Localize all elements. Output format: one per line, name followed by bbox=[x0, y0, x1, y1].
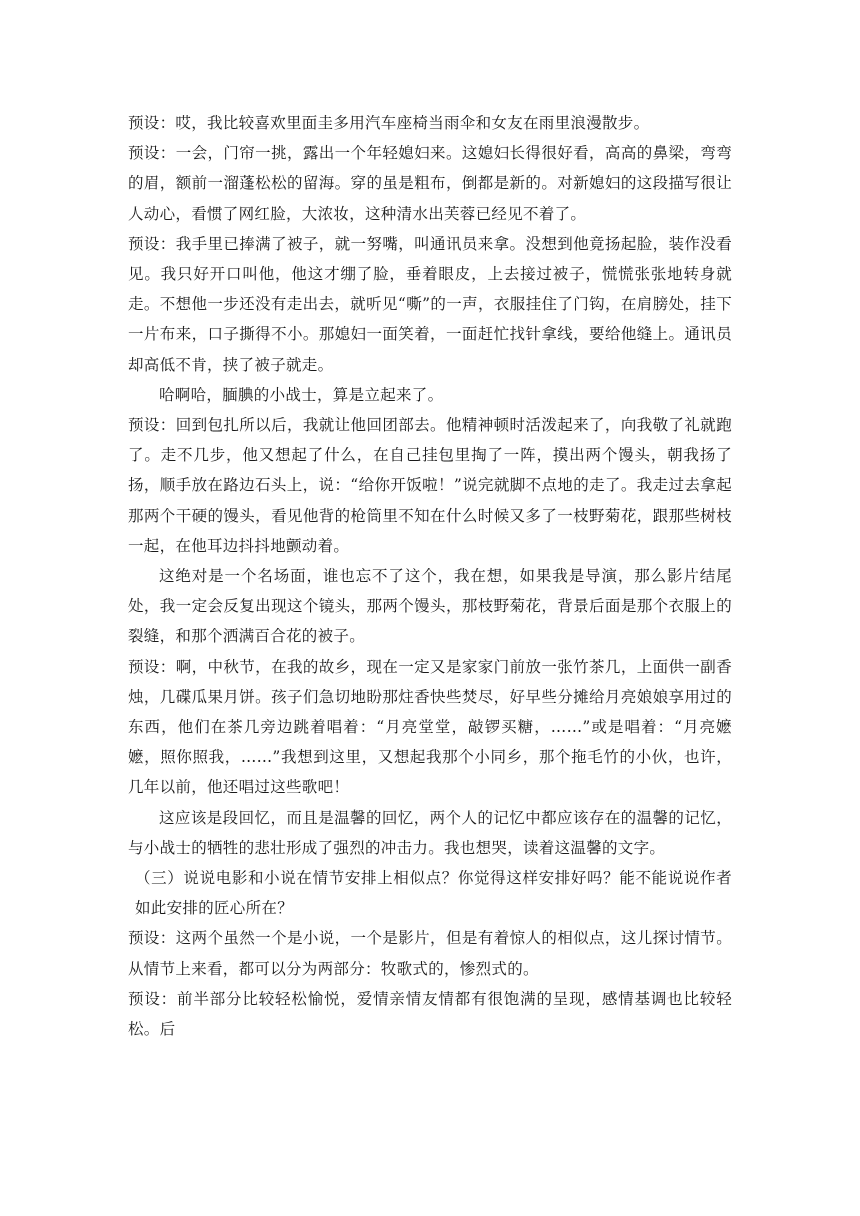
comment-paragraph-famous-scene: 这绝对是一个名场面，谁也忘不了这个，我在想，如果我是导演，那么影片结尾处，我一定会反复出现这个镜头，那两个馒头，那枝野菊花，背景后面是那个衣服上的裂缝，和那个洒满百合花的被子。 bbox=[128, 567, 732, 646]
answer-paragraph-quilt: 预设：我手里已捧满了被子，就一努嘴，叫通讯员来拿。没想到他竟扬起脸，装作没看见。我只好开口叫他，他这才绷了脸，垂着眼皮，上去接过被子，慌慌张张地转身就走。不想他一步还没有走出去，就听见“嘶”的一声，衣服挂住了门钩，在肩膀处，挂下一片布来，口子撕得不小。那媳妇一面笑着，一面赶忙找针拿线，要给他缝上。通讯员却高低不肯，挟了被子就走。 bbox=[128, 234, 732, 374]
answer-paragraph-bride: 预设：一会，门帘一挑，露出一个年轻媳妇来。这媳妇长得很好看，高高的鼻梁，弯弯的眉，额前一溜蓬松松的留海。穿的虽是粗布，倒都是新的。对新媳妇的这段描写很让人动心，看惯了网红脸，大浓妆，这种清水出芙蓉已经见不着了。 bbox=[128, 144, 732, 223]
question-heading-three: （三）说说电影和小说在情节安排上相似点？你觉得这样安排好吗？能不能说说作者如此安排的匠心所在？ bbox=[135, 869, 732, 918]
answer-paragraph-umbrella: 预设：哎，我比较喜欢里面圭多用汽车座椅当雨伞和女友在雨里浪漫散步。 bbox=[128, 114, 650, 132]
answer-paragraph-first-half: 预设：前半部分比较轻松愉悦，爱情亲情友情都有很饱满的呈现，感情基调也比较轻松。后 bbox=[128, 989, 732, 1039]
document-body bbox=[128, 108, 732, 1044]
answer-paragraph-steamed-buns: 预设：回到包扎所以后，我就让他回团部去。他精神顿时活泼起来了，向我敬了礼就跑了。走不几步，他又想起了什么，在自己挂包里掏了一阵，摸出两个馒头，朝我扬了扬，顺手放在路边石头上，说：“给你开饭啦！”说完就脚不点地的走了。我走过去拿起那两个干硬的馒头，看见他背的枪筒里不知在什么时候又多了一枝野菊花，跟那些树枝一起，在他耳边抖抖地颤动着。 bbox=[128, 416, 732, 555]
comment-paragraph-memory: 这应该是段回忆，而且是温馨的回忆，两个人的记忆中都应该存在的温馨的记忆，与小战士的牺牲的悲壮形成了强烈的冲击力。我也想哭，读着这温馨的文字。 bbox=[128, 808, 732, 857]
answer-paragraph-plot-similarity: 预设：这两个虽然一个是小说，一个是影片，但是有着惊人的相似点，这儿探讨情节。从情节上来看，都可以分为两部分：牧歌式的，惨烈式的。 bbox=[128, 929, 732, 978]
comment-paragraph-shy-soldier: 哈啊哈，腼腆的小战士，算是立起来了。 bbox=[159, 385, 444, 404]
answer-paragraph-mid-autumn: 预设：啊，中秋节，在我的故乡，现在一定又是家家门前放一张竹茶几，上面供一副香烛，几碟瓜果月饼。孩子们急切地盼那炷香快些焚尽，好早些分摊给月亮娘娘享用过的东西，他们在茶几旁边跳着唱着：“月亮堂堂，敲锣买糖，……”或是唱着：“月亮嬷嬷，照你照我，……”我想到这里，又想起我那个小同乡，那个拖毛竹的小伙，也许，几年以前，他还唱过这些歌吧！ bbox=[128, 657, 732, 797]
